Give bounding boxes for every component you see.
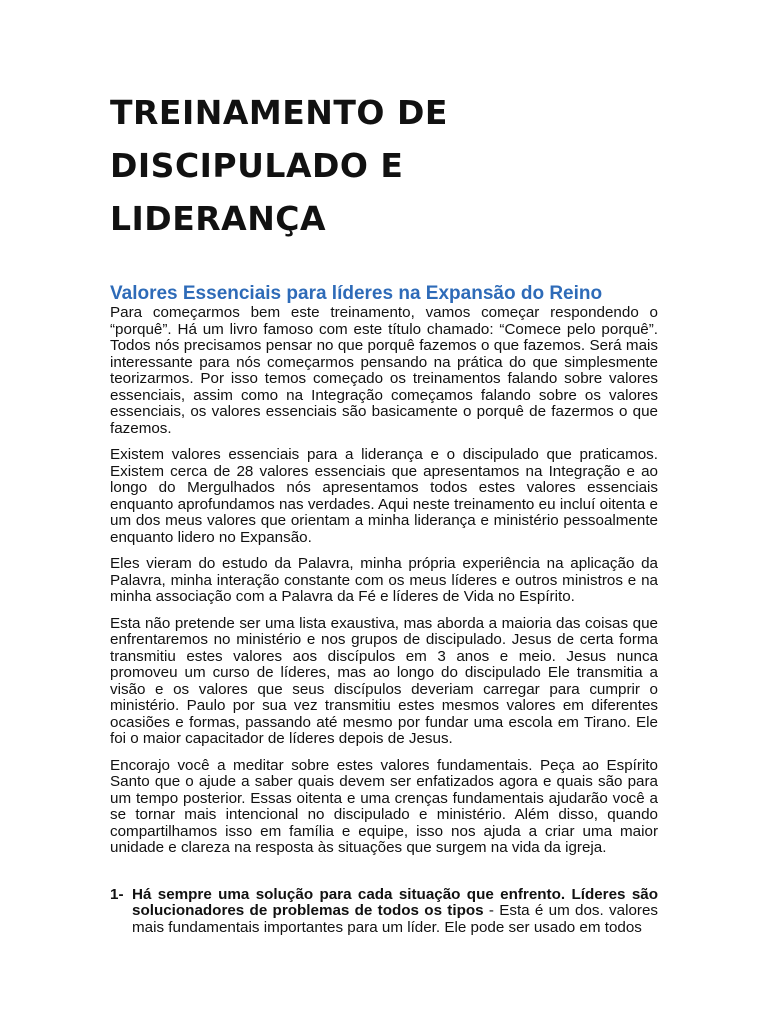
paragraph: Esta não pretende ser uma lista exaustiva, mas aborda a maioria das coisas que enfrentaremos no ministério e nos grupos de discipulado. Jesus de certa forma transmitiu estes valores aos discípulos em 3 anos e meio. Jesus nunca promoveu um curso de líderes, mas ao longo do discipulado Ele transmitia a visão e os valores que seus discípulos deveriam carregar para cumprir o ministério. Paulo por sua vez transmitiu estes mesmos valores em diferentes ocasiões e formas, passando até mesmo por fundar uma escola em Tirano. Ele foi o maior capacitador de líderes depois de Jesus.	[110, 614, 658, 747]
list-number: 1-	[110, 885, 124, 903]
section-heading: Valores Essenciais para líderes na Expansão do Reino	[110, 283, 603, 304]
list-item-text: - Esta é um dos. valores mais fundamentais importantes para um líder. Ele pode ser usado em todos	[132, 902, 658, 936]
title-line: LIDERANÇA	[110, 199, 327, 238]
paragraph: Existem valores essenciais para a liderança e o discipulado que praticamos. Existem cerca de 28 valores essenciais que apresentamos na Integração e ao longo do Mergulhados nós apresentamos todos estes valores essenciais enquanto aprofundamos nas verdades. Aqui neste treinamento eu incluí oitenta e um dos meus valores que orientam a minha liderança e ministério pessoalmente enquanto lidero no Expansão.	[110, 446, 658, 546]
paragraph: Eles vieram do estudo da Palavra, minha própria experiência na aplicação da Palavra, minha interação constante com os meus líderes e outros ministros e na minha associação com a Palavra da Fé e líderes de Vida no Espírito.	[110, 555, 658, 605]
list-item	[110, 887, 658, 937]
paragraph: Para começarmos bem este treinamento, vamos começar respondendo o “porquê”. Há um livro famoso com este título chamado: “Comece pelo porquê”. Todos nós precisamos pensar no que porquê fazemos o que fazemos. Será mais interessante para nós começarmos pensando na prática do que simplesmente teorizarmos. Por isso temos começado os treinamentos falando sobre valores essenciais, assim como na Integração começamos falando sobre os valores essenciais, os valores essenciais são basicamente o porquê de fazermos o que fazemos.	[110, 304, 658, 437]
paragraph: Encorajo você a meditar sobre estes valores fundamentais. Peça ao Espírito Santo que o ajude a saber quais devem ser enfatizados agora e quais são para um tempo posterior. Essas oitenta e uma crenças fundamentais ajudarão você a se tornar mais intencional no discipulado e ministério. Além disso, quando compartilhamos isso em família e equipe, isso nos ajuda a criar uma maior unidade e clareza na resposta às situações que surgem na vida da igreja.	[110, 756, 658, 856]
list-item-heading: Há sempre uma solução para cada situação que enfrento. Líderes são solucionadores de problemas de todos os tipos	[132, 885, 658, 919]
title-line: TREINAMENTO DE	[110, 93, 448, 132]
document-title	[110, 86, 658, 245]
title-line: DISCIPULADO E	[110, 146, 404, 185]
